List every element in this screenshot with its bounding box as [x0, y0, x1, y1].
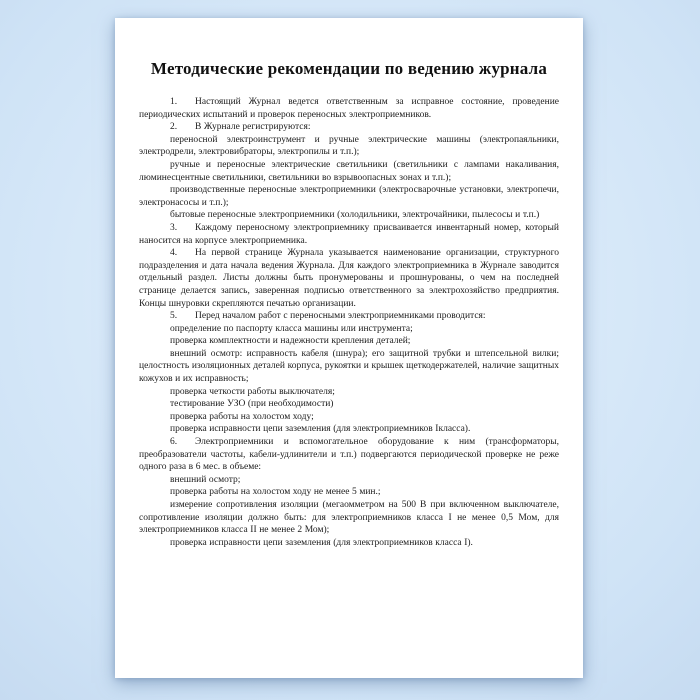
- numbered-paragraph: 3. Каждому переносному электроприемнику присваивается инвентарный номер, который наносится на корпусе электроприемника.: [139, 222, 559, 246]
- paragraph-number: 4.: [170, 248, 178, 259]
- paragraph-number: 5.: [170, 311, 178, 322]
- numbered-paragraph: 6. Электроприемники и вспомогательное оборудование к ним (трансформаторы, преобразователи частоты, кабели-удлинители и т.п.) подвергаются периодической проверке не реже одного раза в 6 мес. в объеме:: [139, 437, 559, 473]
- document-page: [115, 18, 583, 678]
- list-paragraph: ручные и переносные электрические светильники (светильники с лампами накаливания, люминесцентные светильники, светильники во взрывоопасных зонах и т.п.);: [139, 159, 559, 183]
- list-paragraph: бытовые переносные электроприемники (холодильники, электрочайники, пылесосы и т.п.): [170, 210, 540, 221]
- paragraph-number: 3.: [170, 222, 178, 233]
- document-title: Методические рекомендации по ведению журнала: [150, 59, 548, 78]
- list-paragraph: измерение сопротивления изоляции (мегаомметром на 500 В при включенном выключателе, сопротивление изоляции должно быть: для электроприемников класса I не менее 0,5 Мом, для электроприемников класса II не менее 2 Мом);: [139, 500, 559, 536]
- numbered-paragraph: 5. Перед началом работ с переносными электроприемниками проводится:: [170, 311, 486, 322]
- list-paragraph: проверка работы на холостом ходу не менее 5 мин.;: [170, 487, 381, 498]
- list-paragraph: внешний осмотр: исправность кабеля (шнура); его защитной трубки и штепсельной вилки; целостность изоляционных деталей корпуса, рукоятки и крышек щеткодержателей, наличие защитных кожухов и их исправность;: [139, 348, 559, 385]
- numbered-paragraph: 2. В Журнале регистрируются:: [170, 122, 311, 133]
- list-paragraph: проверка исправности цепи заземления (для электроприемников Iкласса).: [170, 424, 471, 435]
- list-paragraph: производственные переносные электроприемники (электросварочные установки, электропечи, электронасосы и т.п.);: [139, 185, 559, 208]
- list-paragraph: проверка работы на холостом ходу;: [170, 411, 314, 422]
- paragraph-number: 2.: [170, 122, 178, 133]
- numbered-paragraph: 4. На первой странице Журнала указывается наименование организации, структурного подразделения и дата начала ведения Журнала. Для каждого электроприемника в Журнале заводится отдельный раздел. Листы должны быть пронумерованы и прошнурованы, о чем на последней странице делается запись, заверенная подписью ответственного за электрохозяйство предприятия. Концы шнуровки скрепляются печатью организации.: [139, 248, 559, 309]
- paragraph-number: 6.: [170, 437, 178, 448]
- list-paragraph: проверка комплектности и надежности крепления деталей;: [170, 336, 411, 347]
- list-paragraph: проверка четкости работы выключателя;: [170, 386, 335, 397]
- list-paragraph: внешний осмотр;: [170, 474, 241, 485]
- list-paragraph: переносной электроинструмент и ручные электрические машины (электропаяльники, электродрели, электровибраторы, электропилы и т.п.);: [139, 134, 559, 158]
- paragraph-number: 1.: [170, 97, 178, 107]
- list-paragraph: проверка исправности цепи заземления (для электроприемников класса I).: [170, 537, 473, 548]
- document-body: [139, 96, 559, 549]
- numbered-paragraph: 1. Настоящий Журнал ведется ответственным за исправное состояние, проведение периодических испытаний и проверок переносных электроприемников.: [139, 97, 559, 120]
- list-paragraph: тестирование УЗО (при необходимости): [170, 399, 334, 410]
- list-paragraph: определение по паспорту класса машины или инструмента;: [170, 323, 413, 334]
